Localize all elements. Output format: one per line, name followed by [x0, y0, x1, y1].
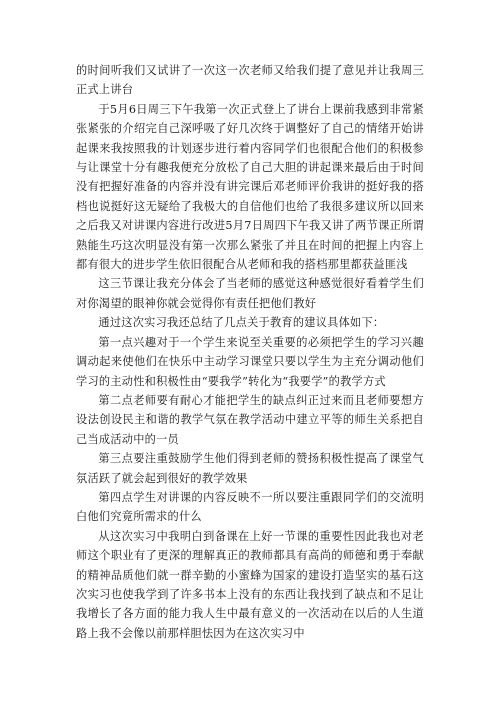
paragraph-4: 通过这次实习我还总结了几点关于教育的建议具体如下：: [98, 316, 385, 330]
paragraph-2: 于5月6日周三下午我第一次正式登上了讲台上课前我感到非常紧张紧张的介绍完自己深呼吸了好几次终于调整好了自己的情绪开始讲起课来我按照我的计划逐步进行着内容同学们也很配合他们的积极参与让课堂十分有趣我便充分放松了自己大胆的讲起课来最后由于时间没有把握好准备的内容并没有讲完课后邓老师评价我讲的挺好我的搭档也说挺好这无疑给了我极大的自信他们也给了我很多建议所以回来之后我又对讲课内容进行改进5月7日周四下午我又讲了两节课正所谓熟能生巧这次明显没有第一次那么紧张了并且在时间的把握上内容上都有很大的进步学生依旧很配合从老师和我的搭档那里都获益匪浅: [76, 102, 424, 272]
paragraph-9: 从这次实习中我明白到备课在上好一节课的重要性因此我也对老师这个职业有了更深的理解真正的教师都具有高尚的师德和勇于奉献的精神品质他们就一群辛勤的小蜜蜂为国家的建设打造坚实的基石这次实习也使我学到了许多书本上没有的东西让我找到了缺点和不足让我增长了各方面的能力我人生中最有意义的一次活动在以后的人生道路上我不会像以前那样胆怯因为在这次实习中: [76, 529, 424, 640]
paragraph-6: 第二点老师要有耐心才能把学生的缺点纠正过来而且老师要想方设法创设民主和谐的教学气氛在教学活动中建立平等的师生关系把自己当成活动中的一员: [76, 393, 424, 446]
paragraph-5: 第一点兴趣对于一个学生来说至关重要的必须把学生的学习兴趣调动起来使他们在快乐中主动学习课堂只要以学生为主充分调动他们学习的主动性和积极性由“要我学”转化为“我要学”的教学方式: [76, 335, 424, 388]
paragraph-8: 第四点学生对讲课的内容反映不一所以要注重跟同学们的交流明白他们究竟所需求的什么: [76, 490, 424, 524]
document-page: [76, 61, 424, 643]
paragraph-3: 这三节课让我充分体会了当老师的感觉这种感觉很好看着学生们对你渴望的眼神你就会觉得你有责任把他们教好: [76, 277, 424, 310]
paragraph-1: 的时间听我们又试讲了一次这一次老师又给我们提了意见并让我周三正式上讲台: [76, 64, 424, 97]
paragraph-7: 第三点要注重鼓励学生他们得到老师的赞扬积极性提高了课堂气氛活跃了就会起到很好的教学效果: [76, 452, 424, 485]
